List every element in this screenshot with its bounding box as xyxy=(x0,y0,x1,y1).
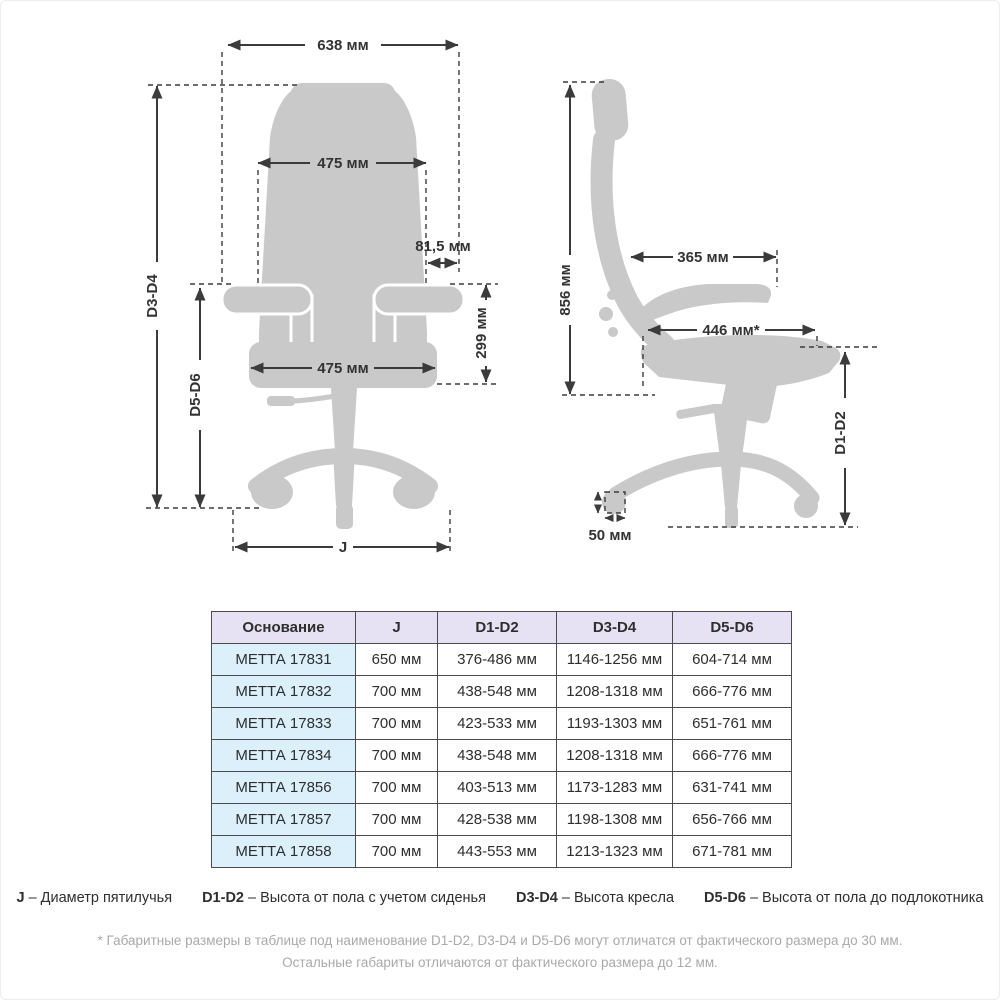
col-header-j: J xyxy=(356,612,438,644)
footnote-line-2: Остальные габариты отличаются от фактического размера до 12 мм. xyxy=(282,955,718,970)
side-lever xyxy=(676,403,719,419)
dim-front-arm-height: 299 мм xyxy=(473,307,490,359)
cell-d3d4: 1193-1303 мм xyxy=(557,708,673,740)
legend-item-d3d4 xyxy=(516,890,674,906)
cell-d5d6: 631-741 мм xyxy=(673,772,792,804)
cell-j: 700 мм xyxy=(356,676,438,708)
dim-front-chair-height: D3-D4 xyxy=(144,274,161,318)
col-header-d3d4: D3-D4 xyxy=(557,612,673,644)
cell-j: 700 мм xyxy=(356,804,438,836)
legend-item-d5d6 xyxy=(704,890,983,906)
cell-base: МЕТТА 17858 xyxy=(212,836,356,868)
cell-d1d2: 438-548 мм xyxy=(438,676,557,708)
legend-desc: – Высота кресла xyxy=(561,890,675,906)
side-caster-right xyxy=(794,494,818,518)
cell-base: МЕТТА 17832 xyxy=(212,676,356,708)
front-center-leg xyxy=(333,452,355,506)
table-row xyxy=(212,644,792,676)
cell-j: 700 мм xyxy=(356,740,438,772)
dim-side-seat-height: D1-D2 xyxy=(832,411,849,455)
spec-table xyxy=(211,611,792,868)
footnote xyxy=(0,930,1000,974)
table-row xyxy=(212,708,792,740)
front-caster-right xyxy=(393,475,435,509)
cell-d3d4: 1213-1323 мм xyxy=(557,836,673,868)
dim-front-seat-width: 475 мм xyxy=(317,360,369,377)
front-lever-handle xyxy=(267,396,295,406)
cell-d3d4: 1198-1308 мм xyxy=(557,804,673,836)
cell-j: 700 мм xyxy=(356,772,438,804)
cell-j: 650 мм xyxy=(356,644,438,676)
col-header-d5d6: D5-D6 xyxy=(673,612,792,644)
cell-d1d2: 438-548 мм xyxy=(438,740,557,772)
col-header-d1d2: D1-D2 xyxy=(438,612,557,644)
dim-front-arm-offset: 81,5 мм xyxy=(415,238,471,255)
side-view-chair xyxy=(590,78,840,528)
front-armrest-left-pad xyxy=(222,285,312,314)
side-armrest xyxy=(634,284,771,326)
side-center-foot xyxy=(725,506,738,528)
cell-d5d6: 671-781 мм xyxy=(673,836,792,868)
cell-d3d4: 1146-1256 мм xyxy=(557,644,673,676)
cell-d1d2: 443-553 мм xyxy=(438,836,557,868)
legend-key: D1-D2 xyxy=(202,890,244,906)
dim-side-armrest-length: 365 мм xyxy=(677,249,729,266)
dim-front-base-diameter: J xyxy=(338,539,348,556)
dimension-legend xyxy=(0,890,1000,906)
col-header-base: Основание xyxy=(212,612,356,644)
legend-item-d1d2 xyxy=(202,890,486,906)
cell-base: МЕТТА 17834 xyxy=(212,740,356,772)
table-row xyxy=(212,772,792,804)
legend-desc: – Высота от пола с учетом сиденья xyxy=(247,890,486,906)
legend-desc: – Диаметр пятилучья xyxy=(28,890,173,906)
dim-side-seat-depth: 446 мм* xyxy=(702,322,760,339)
side-center-leg xyxy=(721,464,741,508)
side-adjust-knob xyxy=(607,290,617,300)
dim-front-armrest-floor: D5-D6 xyxy=(187,373,204,417)
side-adjust-knob xyxy=(599,307,613,321)
cell-d3d4: 1173-1283 мм xyxy=(557,772,673,804)
cell-d3d4: 1208-1318 мм xyxy=(557,740,673,772)
legend-key: J xyxy=(16,890,25,906)
legend-item-j xyxy=(17,890,173,906)
table-header-row xyxy=(212,612,792,644)
front-view-chair xyxy=(222,83,464,529)
cell-base: МЕТТА 17856 xyxy=(212,772,356,804)
dim-front-top-width: 638 мм xyxy=(317,37,369,54)
front-center-foot xyxy=(336,504,353,529)
cell-d1d2: 403-513 мм xyxy=(438,772,557,804)
table-row xyxy=(212,836,792,868)
front-caster-left xyxy=(251,475,293,509)
side-adjust-knob xyxy=(608,327,618,337)
table-row xyxy=(212,740,792,772)
legend-desc: – Высота от пола до подлокотника xyxy=(749,890,984,906)
cell-j: 700 мм xyxy=(356,708,438,740)
dim-side-caster-size: 50 мм xyxy=(588,527,632,544)
cell-base: МЕТТА 17833 xyxy=(212,708,356,740)
side-base-legs xyxy=(616,459,812,498)
cell-d5d6: 666-776 мм xyxy=(673,740,792,772)
dim-side-back-height: 856 мм xyxy=(557,264,574,316)
cell-d1d2: 428-538 мм xyxy=(438,804,557,836)
cell-base: МЕТТА 17831 xyxy=(212,644,356,676)
cell-d5d6: 651-761 мм xyxy=(673,708,792,740)
cell-d1d2: 423-533 мм xyxy=(438,708,557,740)
legend-key: D5-D6 xyxy=(704,890,746,906)
table-row xyxy=(212,676,792,708)
footnote-line-1: * Габаритные размеры в таблице под наименование D1-D2, D3-D4 и D5-D6 могут отличатся от фактического размера до 30 мм. xyxy=(97,933,903,948)
legend-key: D3-D4 xyxy=(515,890,558,906)
cell-j: 700 мм xyxy=(356,836,438,868)
cell-d5d6: 666-776 мм xyxy=(673,676,792,708)
cell-base: МЕТТА 17857 xyxy=(212,804,356,836)
front-gaslift xyxy=(331,388,357,452)
cell-d5d6: 656-766 мм xyxy=(673,804,792,836)
cell-d1d2: 376-486 мм xyxy=(438,644,557,676)
cell-d5d6: 604-714 мм xyxy=(673,644,792,676)
dim-front-back-width: 475 мм xyxy=(317,155,369,172)
table-row xyxy=(212,804,792,836)
front-armrest-right-pad xyxy=(374,285,464,314)
cell-d3d4: 1208-1318 мм xyxy=(557,676,673,708)
